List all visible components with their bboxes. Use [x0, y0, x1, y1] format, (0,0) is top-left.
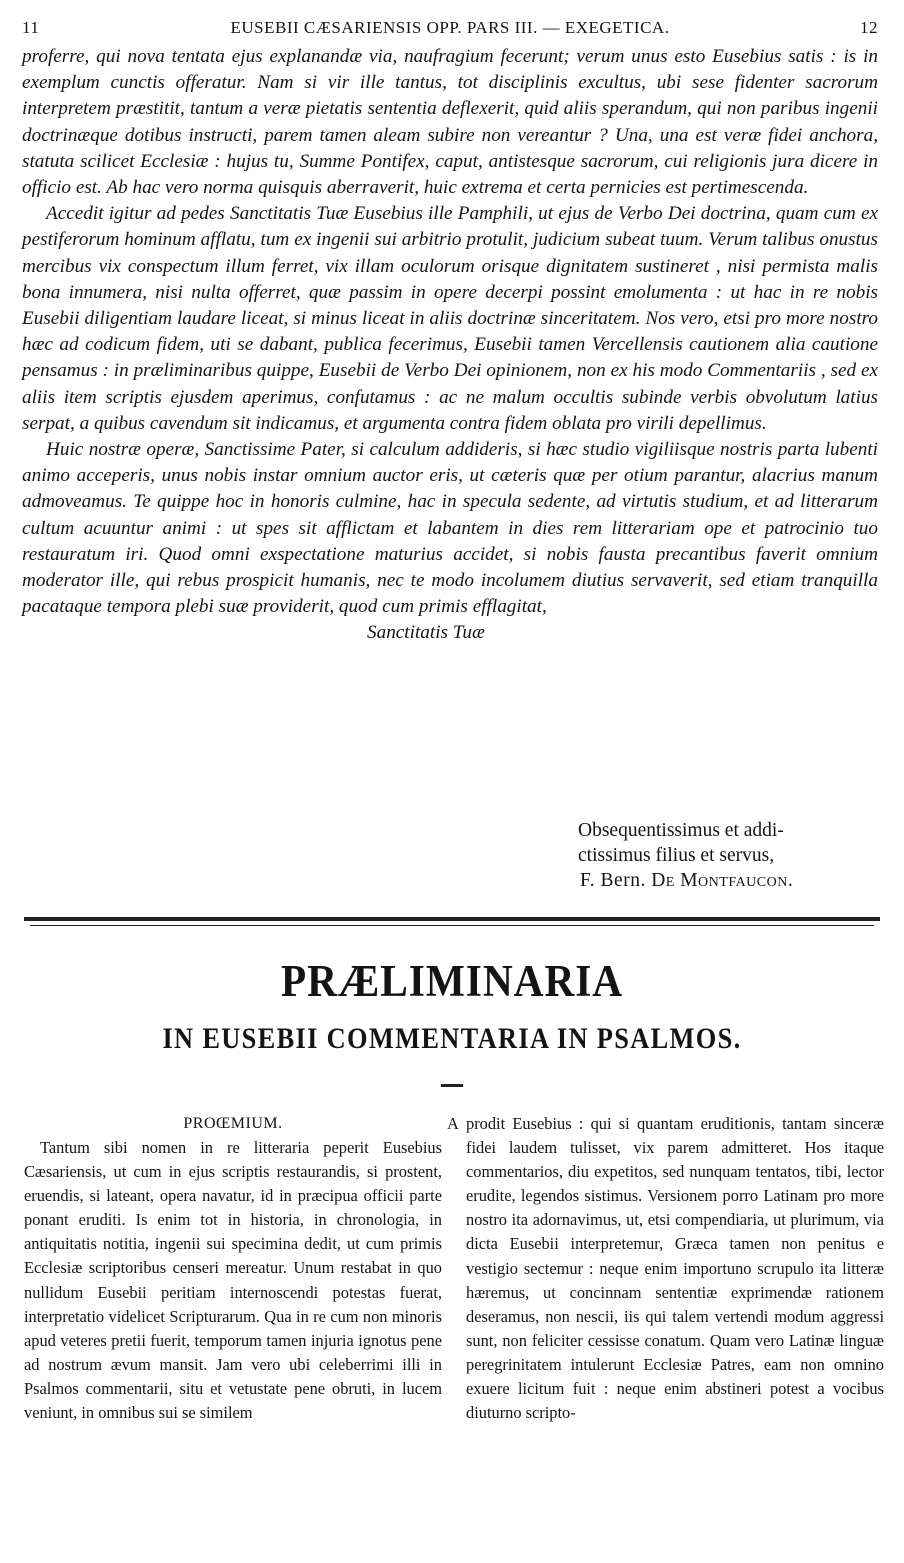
signature-prefix: F. Bern.: [580, 870, 652, 891]
signature-line-2: ctissimus filius et servus,: [578, 845, 775, 866]
epistle-paragraph-2: Accedit igitur ad pedes Sanctitatis Tuæ Eusebius ille Pamphili, ut ejus de Verbo Dei doctrina, quam cum ex pestiferorum hominum afflatu, tum ex ingenii sui arbitrio protulit, judicium subeat tuum. Verum talibus onustus mercibus vix conspectum illum ferret, vix illam oculorum orisque dignitatem sustineret , nisi permista malis bona innumera, nisi nulta offerret, quæ passim in opere decerpi possint emolumenta : ut hac in re nobis Eusebii diligentiam laudare liceat, si minus liceat in aliis doctrinæ sinceritatem. Nos vero, etsi pro more nostro hæc ad codicum fidem, uti se dabant, publica fecerimus, Eusebii tamen Vercellensis cautionem alia cautione pensamus : in præliminaribus quippe, Eusebii de Verbo Dei opinionem, non ex his modo Commentariis , sed ex aliis item scriptis ejusdem aperimus, confutamus : ac ne malum occultis subinde verbis obvolutum latius serpat, a quibus cavendum sit indicamus, et argumenta contra fidem oblata pro virili depellimus.: [22, 203, 878, 434]
section-rule-thick: [24, 917, 880, 921]
prooemium-right-column: [466, 1112, 884, 1425]
running-title: EUSEBII CÆSARIENSIS OPP. PARS III. — EXEGETICA.: [230, 18, 670, 37]
signature-line-1: Obsequentissimus et addi-: [578, 820, 784, 841]
signature-line-3: [578, 868, 878, 893]
prooemium-right-text: prodit Eusebius : qui si quantam eruditionis, tantam sinceræ fidei laudem tulisset, vix parem admitteret. Hos itaque commentarios, diu expetitos, sed nunquam tentatos, tibi, lector erudite, legendos sistimus. Versionem porro Latinam pro more nostro ita adornavimus, ut, etsi compendiaria, ut plurimum, via dicta Eusebii interpretemur, Græca tamen non penitus e vestigio sectemur : neque enim importuno scrupulo ita litteræ hæremus, ut concinnam sententiæ exprimendæ rationem deseramus, non nescii, iis qui talem vertendi modum aggressi sunt, non feliciter cessisse conatum. Quam vero Latinæ linguæ peregrinitatem intulerunt Ecclesiæ Patres, eam non omnino exuere licitum fuit : neque enim abstineri potest a vocibus diuturno scripto-: [466, 1114, 884, 1423]
prooemium-left-column: [24, 1112, 442, 1425]
title-dash: [441, 1084, 463, 1087]
prooemium-left-text: Tantum sibi nomen in re litteraria peperit Eusebius Cæsariensis, ut cum in ejus scriptis restaurandis, si prostent, eruendis, si lateant, opera navatur, id in præcipua officii parte ponant eruditi. Is enim tot in historia, in chronologia, in antiquitatis notitia, ingenii sui specimina dedit, ut cum primis Ecclesiæ scriptoribus censeri mereatur. Unum restabat in quo nullidum Eusebii peritiam internoscendi potestas fuerat, interpretatio videlicet Scripturarum. Qua in re cum non minoris apud veteres pretii fuerit, temporum tamen injuria ignotus pene ad nostrum ævum mansit. Jam vero ubi celeberrimi illi in Psalmos commentarii, situ et vetustate pene obruti, in lucem veniunt, in omnibus sui se similem: [24, 1138, 442, 1423]
page-number-left: 11: [22, 18, 40, 37]
marginal-letter: A: [447, 1114, 459, 1133]
main-title: PRÆLIMINARIA: [280, 956, 624, 1006]
epistle-paragraph-3: Huic nostræ operæ, Sanctissime Pater, si calculum addideris, si hæc studio vigiliisque nostris parta lubenti animo acceperis, unus nobis instar omnium auctor eris, ut cæteris quæ per otium parantur, alacrius manum admoveamus. Te quippe hoc in honoris culmine, hac in specula sedente, ad virtutis studium, et ad litterarum cultum acuuntur animi : ut spes sit afflictam et labantem in dies rem litterariam ope et patrocinio tuo restauratum iri. Quod omni exspectatione maturius accidet, si nobis fausta precantibus faverit omnium moderator ille, qui rebus prospicit humanis, nec te modo incolumem diutius servaverit, sed etiam tranquilla pacataque tempora plebi suæ providerit, quod cum primis efflagitat,: [22, 439, 878, 618]
epistle-paragraph-1: proferre, qui nova tentata ejus explanandæ via, naufragium fecerunt; verum unus esto Eusebius satis : is in exemplum cunctis offeratur. Nam si vir ille tantus, tot disciplinis excultus, ubi sese fidenter sacrorum interpretem præstitit, tantum a veræ pietatis sententia deflexerit, quid aliis sperandum, qui non paribus ingenii doctrinæque dotibus instructi, parem tamen aleam subire non vereantur ? Una, una est veræ fidei anchora, statuta scilicet Ecclesiæ : hujus tu, Summe Pontifex, caput, antistesque sacrorum, cui religionis jura dicere in officio est. Ab hac vero norma quisquis aberraverit, huic extrema et certa pernicies est pertimescenda.: [22, 46, 878, 199]
signature-block: [578, 818, 878, 893]
running-head: [22, 18, 878, 44]
signature-name: De Montfaucon.: [651, 870, 794, 891]
dedicatory-epistle: [22, 44, 878, 647]
section-rule-thin: [30, 925, 874, 926]
sub-title: IN EUSEBII COMMENTARIA IN PSALMOS.: [162, 1022, 742, 1055]
page-number-right: 12: [860, 18, 878, 37]
salutation: Sanctitatis Tuæ: [367, 622, 485, 644]
prooemium-heading: PROŒMIUM.: [183, 1115, 283, 1132]
